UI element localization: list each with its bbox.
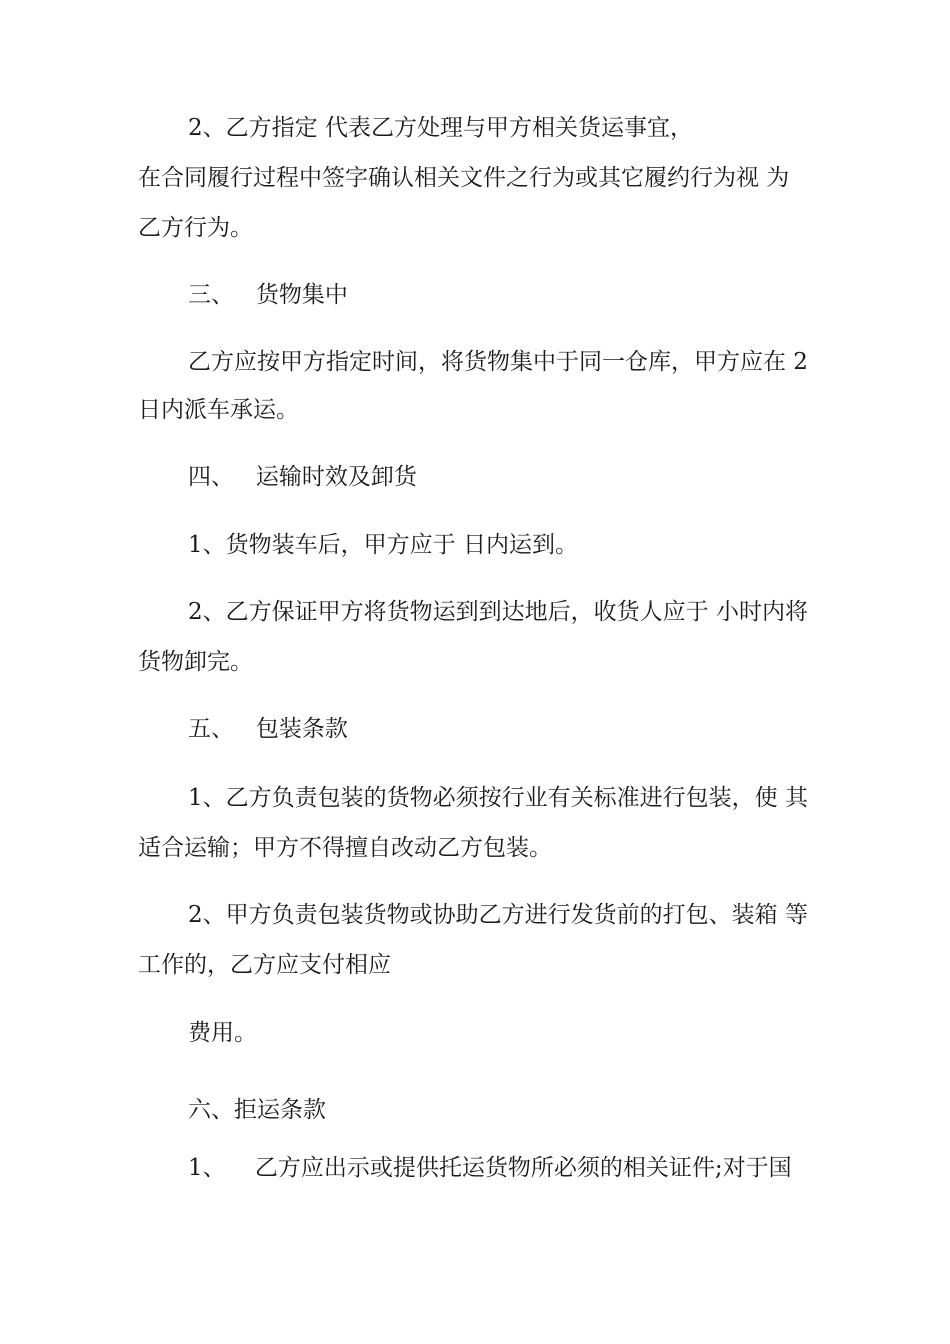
paragraph-line: 1、乙方负责包装的货物必须按行业有关标准进行包装，使 其 bbox=[188, 785, 808, 811]
paragraph-line: 费用。 bbox=[188, 1020, 257, 1046]
paragraph-line: 日内派车承运。 bbox=[138, 397, 299, 423]
paragraph-line: 在合同履行过程中签字确认相关文件之行为或其它履约行为视 为 bbox=[138, 165, 790, 191]
paragraph-line: 2、乙方保证甲方将货物运到到达地后，收货人应于 小时内将 bbox=[188, 599, 808, 625]
paragraph-line: 1、货物装车后，甲方应于 日内运到。 bbox=[188, 532, 578, 558]
section-heading: 四、 运输时效及卸货 bbox=[188, 464, 417, 490]
paragraph-line: 适合运输；甲方不得擅自改动乙方包装。 bbox=[138, 835, 552, 861]
paragraph-line: 2、乙方指定 代表乙方处理与甲方相关货运事宜， bbox=[188, 115, 693, 141]
paragraph-line: 乙方行为。 bbox=[138, 215, 253, 241]
paragraph-line: 2、甲方负责包装货物或协助乙方进行发货前的打包、装箱 等 bbox=[188, 902, 808, 928]
paragraph-line: 工作的，乙方应支付相应 bbox=[138, 952, 391, 978]
section-heading: 五、 包装条款 bbox=[188, 716, 348, 742]
paragraph-line: 货物卸完。 bbox=[138, 649, 253, 675]
section-heading: 六、拒运条款 bbox=[188, 1097, 326, 1123]
section-heading: 三、 货物集中 bbox=[188, 282, 348, 308]
paragraph-line: 1、 乙方应出示或提供托运货物所必须的相关证件;对于国 bbox=[188, 1155, 792, 1181]
paragraph-line: 乙方应按甲方指定时间，将货物集中于同一仓库，甲方应在 2 bbox=[188, 349, 808, 375]
